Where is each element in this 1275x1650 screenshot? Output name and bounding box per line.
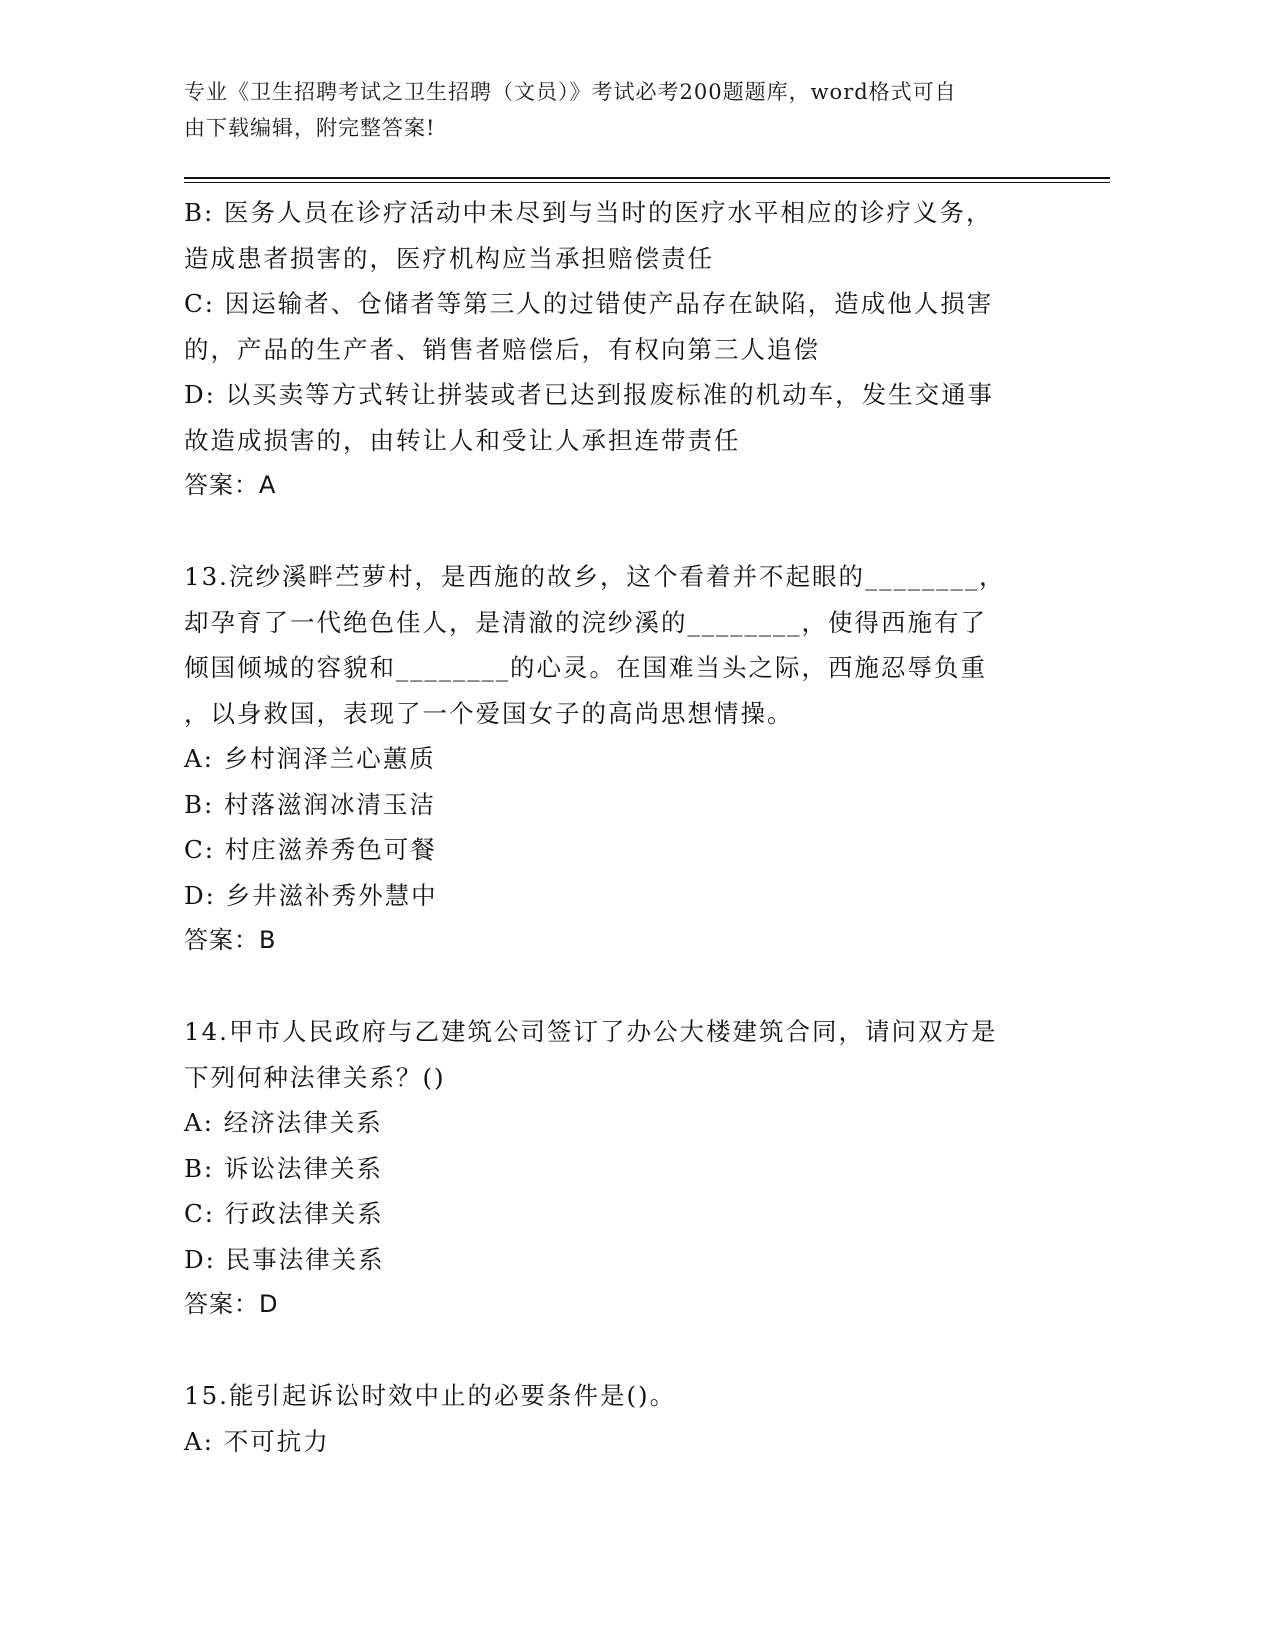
header-line-2: 由下载编辑，附完整答案! [184,116,436,140]
header-line-1: 专业《卫生招聘考试之卫生招聘（文员）》考试必考200题题库，word格式可自 [184,80,957,104]
document-body [184,190,1064,1464]
question-15-block [184,1373,1064,1464]
question-13-stem-line-4: ，以身救国，表现了一个爱国女子的高尚思想情操。 [184,698,794,728]
question-14-stem-line-2: 下列何种法律关系？() [184,1062,446,1092]
question-14-answer: 答案：D [184,1290,279,1318]
question-13-option-b: B: 村落滋润冰清玉洁 [184,789,437,819]
option-d-line-2: 故造成损害的，由转让人和受让人承担连带责任 [184,425,741,455]
spacer [184,964,1064,1010]
question-14-option-b: B: 诉讼法律关系 [184,1153,384,1183]
option-b-line-1: B: 医务人员在诊疗活动中未尽到与当时的医疗水平相应的诊疗义务， [184,198,993,227]
question-13-stem-line-3: 倾国倾城的容貌和________的心灵。在国难当头之际，西施忍辱负重 [184,653,987,682]
option-c-line-1: C: 因运输者、仓储者等第三人的过错使产品存在缺陷，造成他人损害 [184,289,994,318]
question-13-option-a: A: 乡村润泽兰心蕙质 [184,744,436,773]
question-13-stem-line-2: 却孕育了一代绝色佳人，是清澈的浣纱溪的________，使得西施有了 [184,607,987,637]
question-14-option-a: A: 经济法律关系 [184,1108,383,1137]
question-13-stem-line-1: 13.浣纱溪畔苎萝村，是西施的故乡，这个看着并不起眼的________， [184,562,1006,591]
option-c-line-2: 的，产品的生产者、销售者赔偿后，有权向第三人追偿 [184,334,820,364]
document-header [184,74,1064,146]
prev-question-block [184,190,1064,509]
question-14-block [184,1009,1064,1328]
question-15-option-a: A: 不可抗力 [184,1426,330,1456]
question-14-option-d: D: 民事法律关系 [184,1244,385,1274]
spacer [184,509,1064,555]
header-divider-thin [184,182,1110,183]
answer-label: 答案：A [184,471,277,499]
question-13-option-c: C: 村庄滋养秀色可餐 [184,835,437,864]
question-14-option-c: C: 行政法律关系 [184,1199,384,1228]
question-13-option-d: D: 乡井滋补秀外慧中 [184,880,438,910]
question-14-stem-line-1: 14.甲市人民政府与乙建筑公司签订了办公大楼建筑合同，请问双方是 [184,1017,998,1046]
question-13-answer: 答案：B [184,926,277,954]
question-15-stem-line-1: 15.能引起诉讼时效中止的必要条件是()。 [184,1381,677,1410]
option-d-line-1: D: 以买卖等方式转让拼装或者已达到报废标准的机动车，发生交通事 [184,380,995,409]
spacer [184,1328,1064,1374]
option-b-line-2: 造成患者损害的，医疗机构应当承担赔偿责任 [184,243,714,273]
question-13-block [184,554,1064,964]
header-divider-thick [184,177,1110,179]
